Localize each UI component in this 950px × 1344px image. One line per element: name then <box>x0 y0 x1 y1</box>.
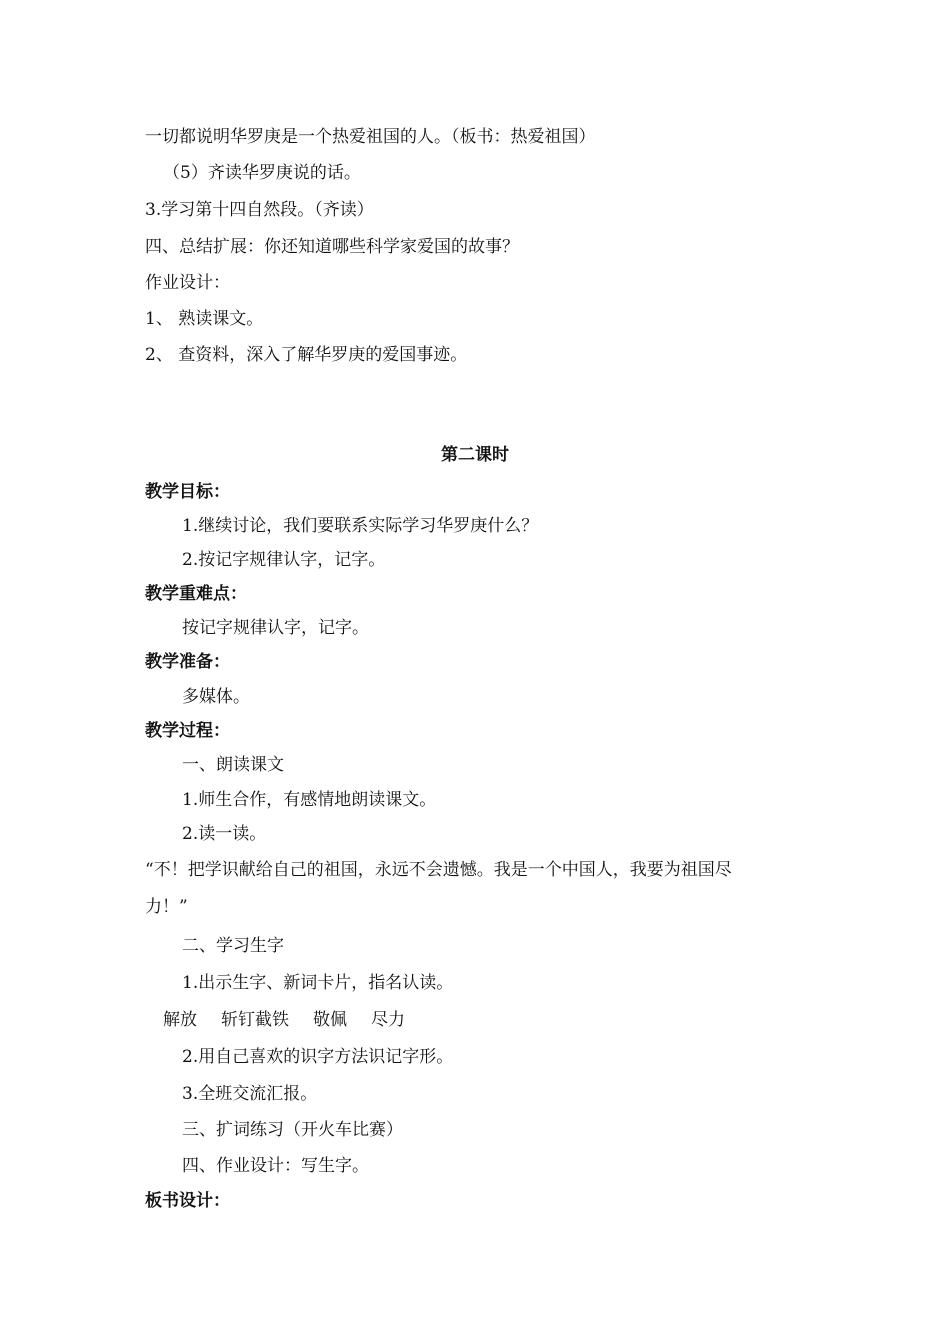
preparation-text: 多媒体。 <box>182 687 250 707</box>
word-item: 尽力 <box>371 1010 405 1030</box>
homework-item: 2、 查资料，深入了解华罗庚的爱国事迹。 <box>145 345 468 365</box>
paragraph-summary: 四、总结扩展：你还知道哪些科学家爱国的故事？ <box>145 237 519 257</box>
preparation-heading: 教学准备： <box>145 652 230 672</box>
homework-heading: 作业设计： <box>145 273 230 293</box>
process-step-item: 2.读一读。 <box>182 824 267 844</box>
goal-item: 1.继续讨论，我们要联系实际学习华罗庚什么？ <box>182 516 539 536</box>
process-step-item: 3.全班交流汇报。 <box>182 1084 318 1104</box>
process-step-item: 1.出示生字、新词卡片，指名认读。 <box>182 973 454 993</box>
process-step-heading: 二、学习生字 <box>182 936 284 956</box>
process-step-item: 1.师生合作，有感情地朗读课文。 <box>182 790 437 810</box>
process-step-heading: 三、扩词练习（开火车比赛） <box>182 1120 403 1140</box>
goals-heading: 教学目标： <box>145 482 230 502</box>
board-design-heading: 板书设计： <box>145 1191 230 1211</box>
process-step-heading: 一、朗读课文 <box>182 755 284 775</box>
paragraph-conclusion: 一切都说明华罗庚是一个热爱祖国的人。（板书：热爱祖国） <box>145 127 596 147</box>
word-item: 解放 <box>163 1010 197 1030</box>
lesson-title: 第二课时 <box>441 445 509 465</box>
word-item: 敬佩 <box>313 1010 347 1030</box>
key-points-text: 按记字规律认字，记字。 <box>182 618 369 638</box>
process-heading: 教学过程： <box>145 721 230 741</box>
paragraph-section-14: 3.学习第十四自然段。（齐读） <box>145 200 374 220</box>
word-list <box>163 1008 405 1032</box>
quote-line: 力！” <box>145 897 188 917</box>
key-points-heading: 教学重难点： <box>145 584 247 604</box>
process-step-item: 2.用自己喜欢的识字方法识记字形。 <box>182 1047 454 1067</box>
process-step-heading: 四、作业设计：写生字。 <box>182 1156 369 1176</box>
word-item: 斩钉截铁 <box>221 1010 289 1030</box>
homework-item: 1、 熟读课文。 <box>145 309 264 329</box>
goal-item: 2.按记字规律认字，记字。 <box>182 550 386 570</box>
quote-line: “不！把学识献给自己的祖国，永远不会遗憾。我是一个中国人，我要为祖国尽 <box>145 860 732 880</box>
paragraph-read-quote: （5）齐读华罗庚说的话。 <box>163 163 361 183</box>
